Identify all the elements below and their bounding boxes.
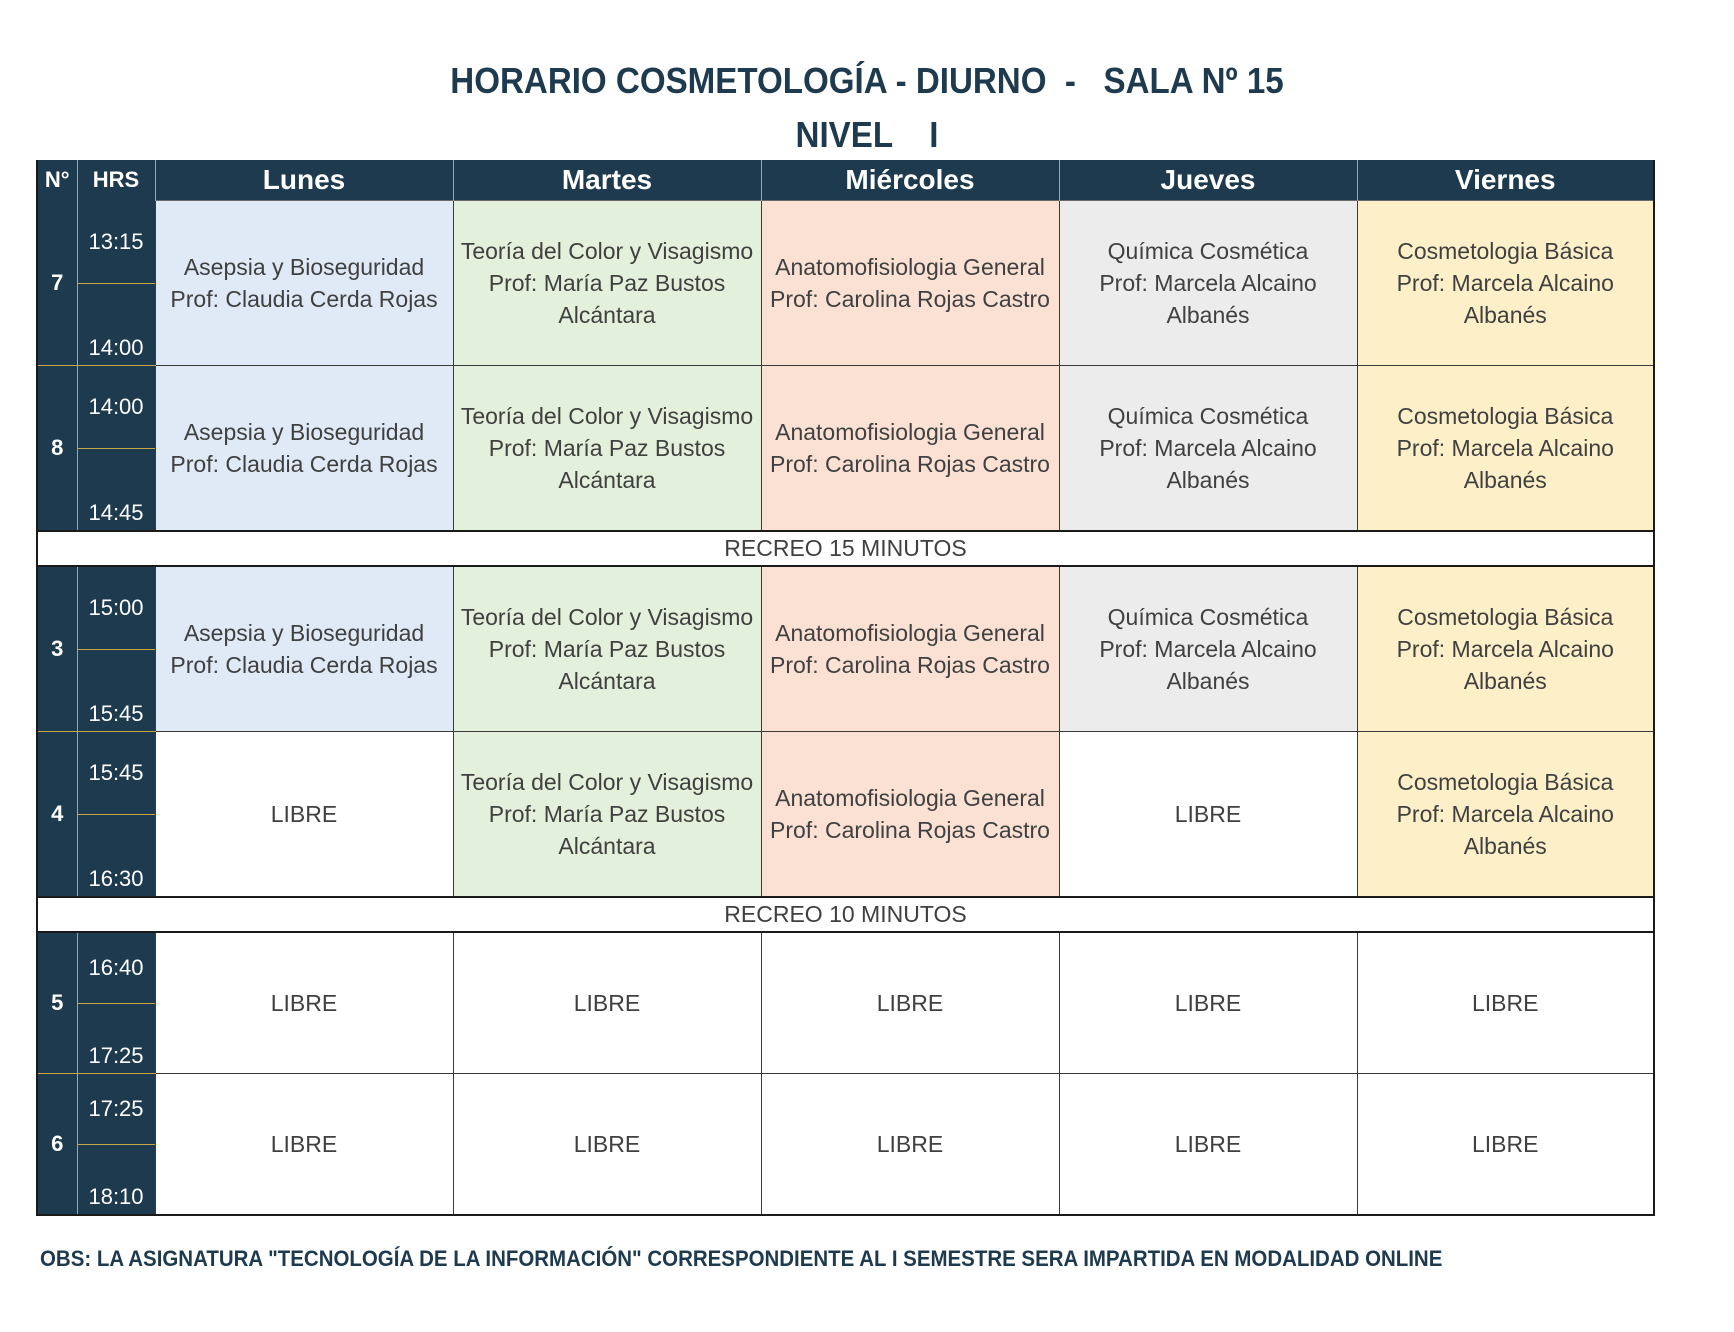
class-cell [155, 566, 453, 732]
class-cell [761, 365, 1059, 531]
teacher-name: Prof: Marcela Alcaino Albanés [1099, 269, 1317, 328]
block-number: 4 [37, 731, 77, 897]
break-label: RECREO 15 MINUTOS [37, 531, 1654, 566]
teacher-name: Alcántara [558, 832, 656, 859]
header-day-miercoles: Miércoles [761, 160, 1059, 201]
block-number: 6 [37, 1073, 77, 1215]
class-cell [1357, 365, 1654, 531]
subject-name: Cosmetologia Básica [1397, 768, 1614, 795]
subject-name: Anatomofisiologia General [775, 253, 1045, 280]
class-cell [453, 731, 761, 897]
start-time: 15:45 [78, 732, 155, 815]
block-hours [77, 566, 155, 732]
teacher-name: Prof: María Paz Bustos [488, 269, 726, 296]
subject-name: LIBRE [1174, 800, 1242, 827]
class-cell [761, 566, 1059, 732]
teacher-name: Prof: Marcela Alcaino Albanés [1099, 434, 1317, 493]
teacher-name: Alcántara [558, 667, 656, 694]
subject-name: Teoría del Color y Visagismo [460, 603, 754, 630]
subject-name: Asepsia y Bioseguridad [183, 418, 425, 445]
class-cell [1059, 365, 1357, 531]
class-cell [1357, 566, 1654, 732]
teacher-name: Alcántara [558, 466, 656, 493]
block-hours [77, 1073, 155, 1215]
subject-name: LIBRE [1174, 989, 1242, 1016]
subject-name: Química Cosmética [1107, 402, 1309, 429]
header-day-martes: Martes [453, 160, 761, 201]
subject-name: LIBRE [270, 1130, 338, 1157]
teacher-name: Prof: Carolina Rojas Castro [770, 651, 1050, 678]
end-time: 18:10 [88, 1183, 144, 1209]
class-cell [1059, 731, 1357, 897]
subject-name: Teoría del Color y Visagismo [460, 768, 754, 795]
class-cell [155, 932, 453, 1074]
class-cell [155, 201, 453, 366]
teacher-name: Prof: María Paz Bustos [488, 800, 726, 827]
teacher-name: Prof: Carolina Rojas Castro [770, 816, 1050, 843]
teacher-name: Prof: Claudia Cerda Rojas [170, 651, 438, 678]
schedule-row [37, 201, 1654, 366]
block-number: 8 [37, 365, 77, 531]
subject-name: LIBRE [1174, 1130, 1242, 1157]
class-cell [1059, 201, 1357, 366]
class-cell [1059, 1073, 1357, 1215]
class-cell [761, 201, 1059, 366]
class-cell [453, 566, 761, 732]
teacher-name: Alcántara [558, 301, 656, 328]
header-row [37, 160, 1654, 201]
subject-name: LIBRE [270, 800, 338, 827]
subject-name: LIBRE [1472, 989, 1539, 1016]
schedule-row [37, 932, 1654, 1074]
class-cell [761, 731, 1059, 897]
subject-name: Teoría del Color y Visagismo [460, 402, 754, 429]
end-time: 16:30 [88, 865, 144, 891]
block-hours [77, 365, 155, 531]
teacher-name: Prof: Marcela Alcaino Albanés [1099, 635, 1317, 694]
schedule-table [36, 160, 1655, 1216]
class-cell [1059, 566, 1357, 732]
class-cell [155, 731, 453, 897]
break-row [37, 531, 1654, 566]
teacher-name: Prof: Carolina Rojas Castro [770, 450, 1050, 477]
break-label: RECREO 10 MINUTOS [37, 897, 1654, 932]
block-hours [77, 201, 155, 366]
block-number: 7 [37, 201, 77, 366]
subject-name: Química Cosmética [1107, 237, 1309, 264]
teacher-name: Prof: Marcela Alcaino Albanés [1396, 800, 1614, 859]
class-cell [1357, 1073, 1654, 1215]
teacher-name: Prof: María Paz Bustos [488, 434, 726, 461]
subject-name: LIBRE [573, 1130, 641, 1157]
start-time: 15:00 [78, 567, 155, 650]
header-day-lunes: Lunes [155, 160, 453, 201]
header-day-viernes: Viernes [1357, 160, 1654, 201]
subject-name: Cosmetologia Básica [1397, 603, 1614, 630]
subject-name: LIBRE [270, 989, 338, 1016]
schedule-row [37, 731, 1654, 897]
end-time: 15:45 [88, 700, 144, 726]
start-time: 14:00 [78, 366, 155, 449]
class-cell [155, 365, 453, 531]
class-cell [453, 201, 761, 366]
end-time: 17:25 [88, 1042, 144, 1068]
start-time: 13:15 [78, 201, 155, 284]
subject-name: Anatomofisiologia General [775, 619, 1045, 646]
teacher-name: Prof: Claudia Cerda Rojas [170, 285, 438, 312]
schedule-row [37, 365, 1654, 531]
class-cell [761, 1073, 1059, 1215]
block-number: 5 [37, 932, 77, 1074]
class-cell [1357, 731, 1654, 897]
teacher-name: Prof: Marcela Alcaino Albanés [1396, 269, 1614, 328]
subject-name: LIBRE [876, 989, 944, 1016]
schedule-row [37, 566, 1654, 732]
subject-name: LIBRE [573, 989, 641, 1016]
class-cell [1059, 932, 1357, 1074]
header-hrs: HRS [77, 160, 155, 201]
teacher-name: Prof: Claudia Cerda Rojas [170, 450, 438, 477]
schedule-level: NIVEL I [795, 114, 939, 155]
header-day-jueves: Jueves [1059, 160, 1357, 201]
class-cell [453, 1073, 761, 1215]
subject-name: Cosmetologia Básica [1397, 237, 1614, 264]
schedule-row [37, 1073, 1654, 1215]
end-time: 14:45 [88, 499, 144, 525]
subject-name: Asepsia y Bioseguridad [183, 619, 425, 646]
subject-name: Anatomofisiologia General [775, 418, 1045, 445]
subject-name: Asepsia y Bioseguridad [183, 253, 425, 280]
teacher-name: Prof: Marcela Alcaino Albanés [1396, 635, 1614, 694]
subject-name: Anatomofisiologia General [775, 784, 1045, 811]
block-hours [77, 932, 155, 1074]
class-cell [453, 932, 761, 1074]
end-time: 14:00 [88, 334, 144, 360]
subject-name: Teoría del Color y Visagismo [460, 237, 754, 264]
subject-name: Cosmetologia Básica [1397, 402, 1614, 429]
class-cell [1357, 201, 1654, 366]
break-row [37, 897, 1654, 932]
subject-name: LIBRE [1472, 1130, 1539, 1157]
subject-name: LIBRE [876, 1130, 944, 1157]
teacher-name: Prof: Carolina Rojas Castro [770, 285, 1050, 312]
class-cell [453, 365, 761, 531]
block-hours [77, 731, 155, 897]
class-cell [155, 1073, 453, 1215]
class-cell [761, 932, 1059, 1074]
block-number: 3 [37, 566, 77, 732]
start-time: 16:40 [78, 933, 155, 1004]
teacher-name: Prof: Marcela Alcaino Albanés [1396, 434, 1614, 493]
schedule-title: HORARIO COSMETOLOGÍA - DIURNO - SALA Nº 15 [450, 60, 1284, 101]
start-time: 17:25 [78, 1074, 155, 1145]
subject-name: Química Cosmética [1107, 603, 1309, 630]
observation-note: OBS: LA ASIGNATURA "TECNOLOGÍA DE LA INFORMACIÓN" CORRESPONDIENTE AL I SEMESTRE SERA IMPARTIDA EN MODALIDAD ONLINE [40, 1246, 1443, 1271]
header-num: N° [37, 160, 77, 201]
class-cell [1357, 932, 1654, 1074]
teacher-name: Prof: María Paz Bustos [488, 635, 726, 662]
schedule-body [37, 201, 1654, 1215]
